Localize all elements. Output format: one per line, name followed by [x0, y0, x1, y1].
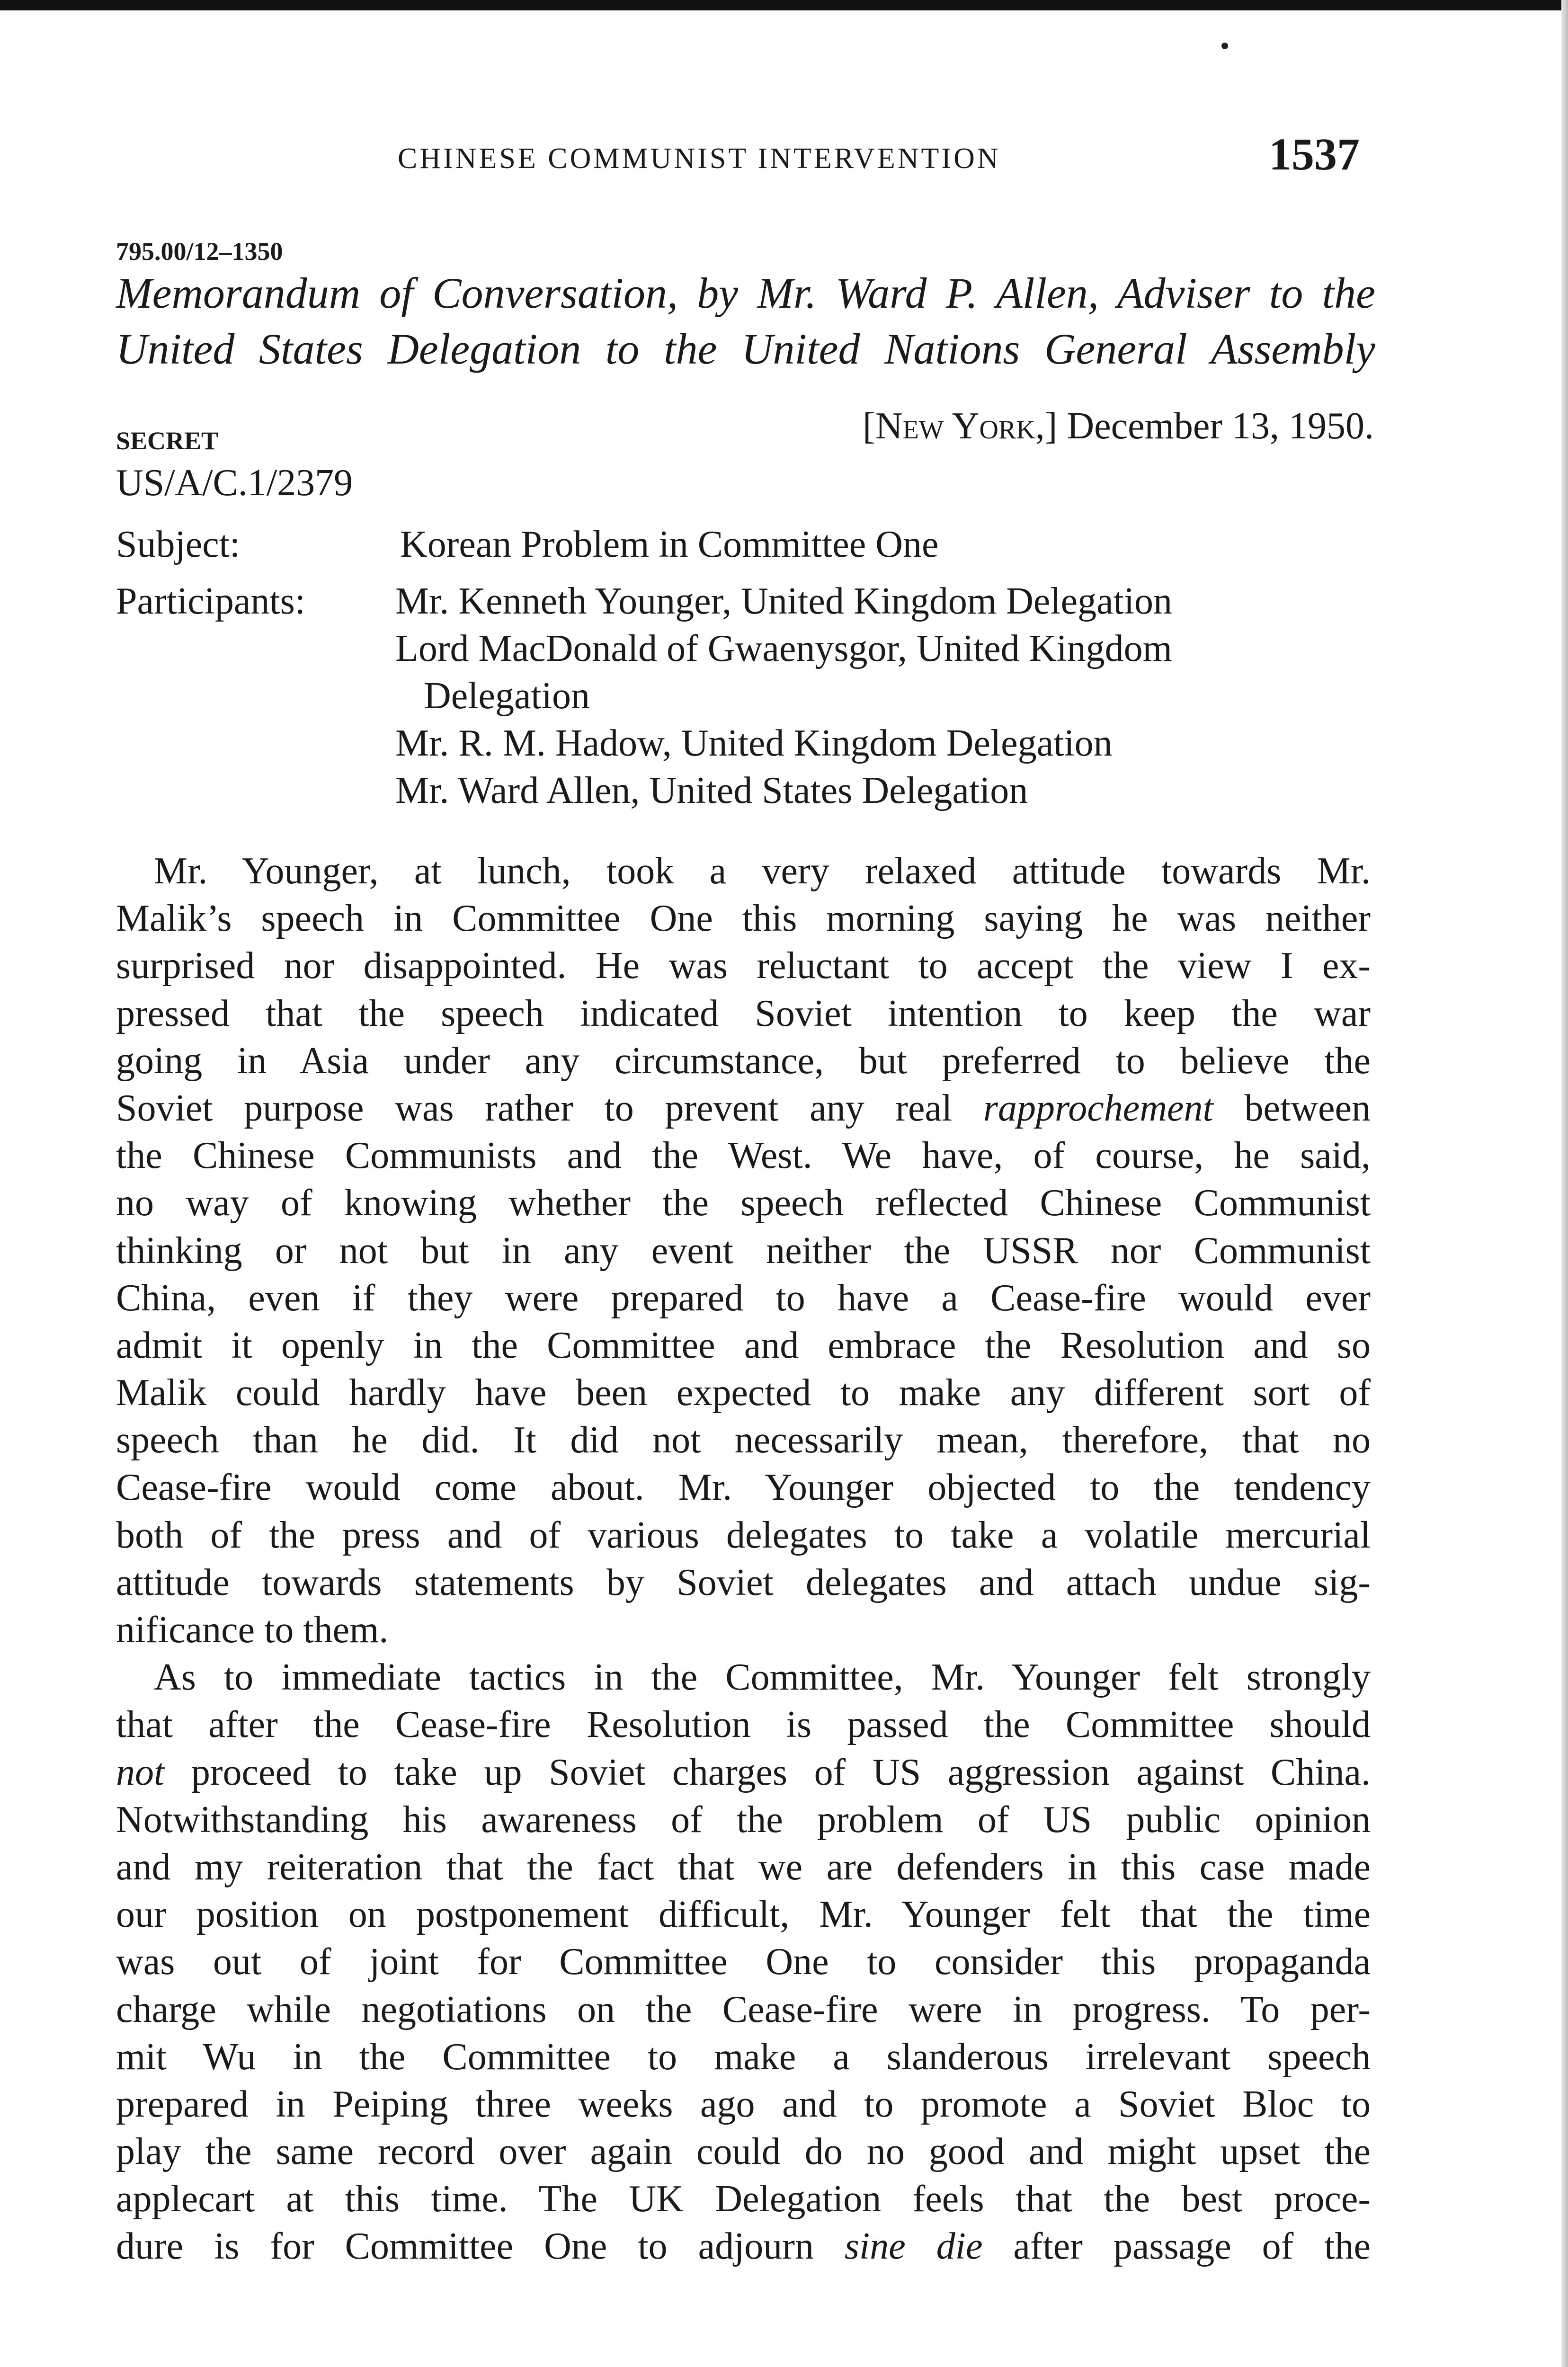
- memorandum-body: [116, 847, 1371, 2270]
- body-line: was out of joint for Committee One to consider this propaganda: [116, 1941, 1371, 1983]
- running-head: CHINESE COMMUNIST INTERVENTION: [398, 142, 1001, 175]
- page-number: 1537: [1269, 129, 1360, 179]
- body-line: charge while negotiations on the Cease-fire were in progress. To per-: [116, 1988, 1371, 2030]
- body-line: thinking or not but in any event neither the USSR nor Communist: [116, 1229, 1371, 1272]
- body-line: speech than he did. It did not necessarily mean, therefore, that no: [116, 1419, 1371, 1461]
- subject-value: Korean Problem in Committee One: [400, 524, 939, 565]
- participant: Mr. Ward Allen, United States Delegation: [395, 770, 1028, 811]
- body-line: As to immediate tactics in the Committee, Mr. Younger felt strongly: [154, 1656, 1371, 1699]
- body-line: attitude towards statements by Soviet delegates and attach undue sig-: [116, 1561, 1371, 1603]
- participants-list: [395, 578, 1172, 814]
- body-line: dure is for Committee One to adjourn sine die after passage of the: [116, 2225, 1371, 2268]
- body-line: the Chinese Communists and the West. We have, of course, he said,: [116, 1135, 1371, 1177]
- body-line: our position on postponement difficult, Mr. Younger felt that the time: [116, 1894, 1371, 1936]
- file-reference: 795.00/12–1350: [116, 237, 283, 266]
- body-line: surprised nor disappointed. He was reluctant to accept the view I ex-: [116, 945, 1371, 987]
- body-line: that after the Cease-fire Resolution is passed the Committee should: [116, 1704, 1371, 1746]
- body-line: Soviet purpose was rather to prevent any real rapprochement between: [116, 1087, 1371, 1129]
- body-line: pressed that the speech indicated Soviet intention to keep the war: [116, 992, 1371, 1034]
- participant: Mr. Kenneth Younger, United Kingdom Delegation: [395, 580, 1173, 622]
- document-title: [116, 265, 1375, 377]
- subject-row: [116, 521, 939, 568]
- body-line: Malik’s speech in Committee One this morning saying he was neither: [116, 898, 1371, 940]
- date: December 13, 1950.: [1057, 405, 1374, 447]
- emphasis: not: [116, 1751, 165, 1793]
- participant: Lord MacDonald of Gwaenysgor, United Kingdom: [395, 628, 1172, 669]
- body-line: applecart at this time. The UK Delegation feels that the best proce-: [116, 2178, 1371, 2220]
- body-line: admit it openly in the Committee and embrace the Resolution and so: [116, 1324, 1371, 1366]
- subject-label: Subject:: [116, 524, 241, 565]
- body-line: China, even if they were prepared to have a Cease-fire would ever: [116, 1277, 1371, 1319]
- ink-speck: [1221, 43, 1228, 49]
- place-date: [863, 405, 1374, 448]
- body-line: not proceed to take up Soviet charges of US aggression against China.: [116, 1751, 1371, 1793]
- page-edge: [1561, 0, 1568, 2367]
- participants-label: Participants:: [116, 580, 305, 622]
- place: New York,: [875, 405, 1045, 447]
- body-line: and my reiteration that the fact that we are defenders in this case made: [116, 1846, 1371, 1888]
- body-line: mit Wu in the Committee to make a slanderous irrelevant speech: [116, 2036, 1371, 2078]
- body-line: Notwithstanding his awareness of the problem of US public opinion: [116, 1798, 1371, 1841]
- body-line: going in Asia under any circumstance, but preferred to believe the: [116, 1040, 1371, 1082]
- classification-label: SECRET: [116, 427, 219, 455]
- participant-continued: Delegation: [424, 675, 590, 717]
- document-number: US/A/C.1/2379: [116, 462, 353, 504]
- place-close: ]: [1044, 405, 1058, 447]
- place-open: [: [863, 405, 875, 447]
- participant: Mr. R. M. Hadow, United Kingdom Delegation: [395, 722, 1113, 764]
- body-line: Malik could hardly have been expected to make any different sort of: [116, 1372, 1371, 1414]
- body-line: both of the press and of various delegates to take a volatile mercurial: [116, 1514, 1371, 1556]
- title-line: United States Delegation to the United Nations General Assembly: [116, 325, 1375, 373]
- body-line: Cease-fire would come about. Mr. Younger objected to the tendency: [116, 1467, 1371, 1509]
- body-line: no way of knowing whether the speech reflected Chinese Communist: [116, 1182, 1371, 1224]
- emphasis: sine die: [844, 2225, 983, 2268]
- body-line: nificance to them.: [116, 1609, 389, 1651]
- body-line: play the same record over again could do no good and might upset the: [116, 2131, 1371, 2173]
- top-border: [0, 0, 1568, 10]
- body-line: prepared in Peiping three weeks ago and to promote a Soviet Bloc to: [116, 2083, 1371, 2125]
- title-line: Memorandum of Conversation, by Mr. Ward P. Allen, Adviser to the: [116, 269, 1375, 317]
- body-line: Mr. Younger, at lunch, took a very relaxed attitude towards Mr.: [154, 850, 1371, 892]
- emphasis: rapprochement: [983, 1087, 1213, 1129]
